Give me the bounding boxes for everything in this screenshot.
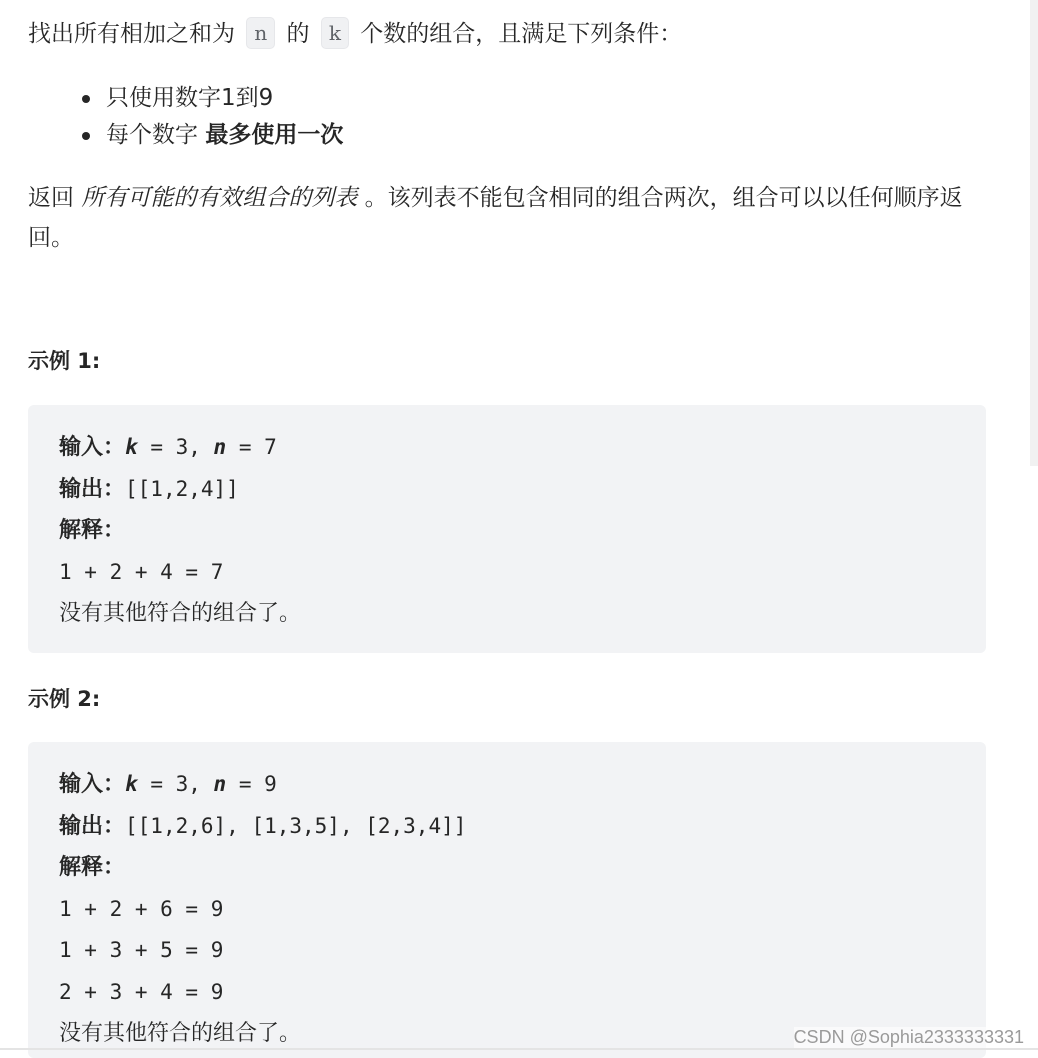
example-1-title: 示例 1: <box>28 349 101 373</box>
example-1-lines <box>59 427 301 635</box>
inline-code-n: n <box>246 17 275 49</box>
output-value: [[1,2,4]] <box>125 476 239 501</box>
example-explain-label-line <box>59 510 301 552</box>
input-k-rest: = 3, <box>137 435 214 459</box>
explain-line: 1 + 3 + 5 = 9 <box>59 938 224 962</box>
input-k-name: k <box>125 435 138 459</box>
intro-text-2: 的 <box>286 21 310 47</box>
explain-line: 1 + 2 + 4 = 7 <box>59 559 224 584</box>
scrollbar-track[interactable] <box>1030 0 1038 466</box>
explain-label: 解释： <box>59 854 126 880</box>
example-input-line <box>59 764 466 806</box>
list-item <box>80 80 343 117</box>
problem-intro <box>28 14 682 54</box>
list-item <box>80 117 343 154</box>
explain-label: 解释： <box>59 517 126 543</box>
condition-emphasis: 最多使用一次 <box>205 122 344 148</box>
csdn-watermark: CSDN @Sophia2333333331 <box>793 1027 1024 1047</box>
condition-text: 每个数字 <box>106 122 206 148</box>
example-output-line <box>59 469 301 511</box>
output-label: 输出： <box>59 475 126 502</box>
example-explain-label-line <box>59 847 466 889</box>
example-output-line <box>59 806 466 848</box>
input-label: 输入： <box>59 434 126 460</box>
explain-line: 2 + 3 + 4 = 9 <box>59 979 224 1004</box>
intro-text-3: 个数的组合，且满足下列条件： <box>360 21 683 47</box>
return-prefix: 返回 <box>28 185 82 211</box>
input-n-rest: = 9 <box>226 772 277 796</box>
explain-line: 1 + 2 + 6 = 9 <box>59 896 224 921</box>
return-description <box>28 178 988 258</box>
input-k-name: k <box>125 772 138 796</box>
example-1-box <box>28 405 986 653</box>
example-input-line <box>59 427 301 469</box>
divider <box>0 1048 1038 1050</box>
example-2-box <box>28 742 986 1058</box>
return-italic: 所有可能的有效组合的列表 <box>81 185 358 211</box>
return-suffix: 。该列表不能包含相同的组合两次，组合可以以任何顺序返回。 <box>28 185 963 251</box>
input-n-rest: = 7 <box>226 435 277 459</box>
example-2-title: 示例 2: <box>28 687 101 711</box>
input-n-name: n <box>213 772 227 796</box>
output-value: [[1,2,6], [1,3,5], [2,3,4]] <box>125 813 467 838</box>
example-2-lines <box>59 764 466 1055</box>
example-closing-line <box>59 593 301 635</box>
conditions-list <box>80 80 343 154</box>
closing-text: 没有其他符合的组合了。 <box>59 601 302 626</box>
intro-text-1: 找出所有相加之和为 <box>28 21 235 47</box>
inline-code-k: k <box>321 17 349 49</box>
input-label: 输入： <box>59 771 126 797</box>
input-n-name: n <box>213 435 227 459</box>
closing-text: 没有其他符合的组合了。 <box>59 1021 302 1046</box>
output-label: 输出： <box>59 812 126 839</box>
input-k-rest: = 3, <box>137 772 214 796</box>
condition-text: 只使用数字1到9 <box>106 85 274 111</box>
